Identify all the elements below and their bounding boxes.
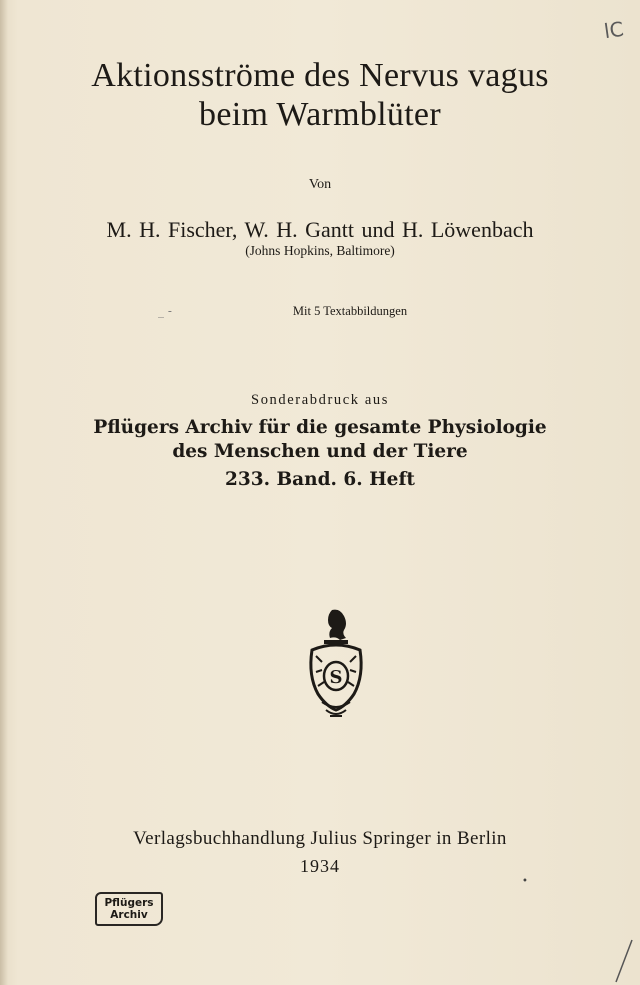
- journal-title-line-1: Pflügers Archiv für die gesamte Physiologie: [93, 417, 547, 438]
- svg-text:S: S: [329, 667, 343, 688]
- offprint-label: Sonderabdruck aus: [251, 392, 389, 408]
- stamp-line-1: Pflügers: [104, 897, 154, 909]
- affiliation: (Johns Hopkins, Baltimore): [245, 243, 395, 258]
- pencil-scratch-mark: [612, 938, 636, 984]
- margin-dash-mark: _ -: [158, 304, 172, 318]
- journal-volume-issue: 233. Band. 6. Heft: [225, 469, 415, 490]
- publication-year: 1934: [300, 856, 340, 876]
- library-stamp: [95, 892, 163, 926]
- by-label: Von: [308, 177, 332, 192]
- ink-speck: •: [522, 876, 528, 887]
- title-line-2: beim Warmblüter: [199, 96, 441, 133]
- title-line-1: Aktionsströme des Nervus vagus: [91, 57, 549, 94]
- illustrations-note: Mit 5 Textabbildungen: [292, 304, 408, 318]
- springer-knight-emblem-icon: [304, 606, 368, 726]
- publisher: Verlagsbuchhandlung Julius Springer in Berlin: [133, 828, 507, 849]
- journal-title-line-2: des Menschen und der Tiere: [172, 441, 468, 462]
- authors: M. H. Fischer, W. H. Gantt und H. Löwenbach: [106, 217, 534, 242]
- handwritten-corner-note: lC: [602, 16, 626, 44]
- stamp-line-2: Archiv: [110, 909, 148, 921]
